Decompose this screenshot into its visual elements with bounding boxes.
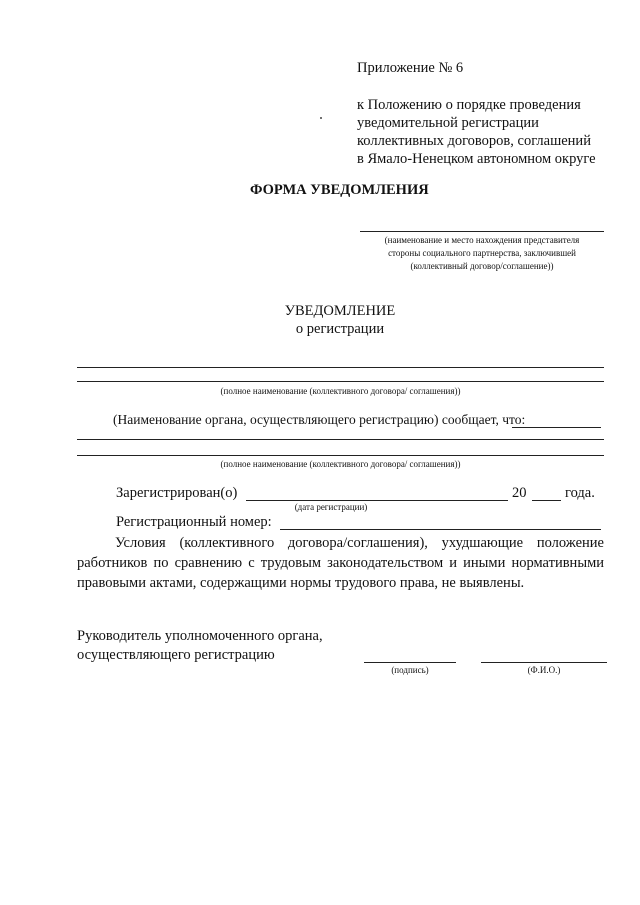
signature-line-1: Руководитель уполномоченного органа, [77,628,323,644]
signature-line-2: осуществляющего регистрацию [77,647,275,663]
notice-title: УВЕДОМЛЕНИЕ [284,303,396,319]
representative-note-line: (наименование и место нахождения представителя [384,235,580,245]
appendix-line: в Ямало-Ненецком автономном округе [357,151,596,167]
registered-label: Зарегистрирован(о) [116,485,238,501]
year-prefix: 20 [512,485,527,501]
number-blank-line [280,529,601,530]
sign-caption: (подпись) [391,665,429,675]
representative-note [356,234,608,273]
notice-subtitle: о регистрации [295,321,385,337]
registration-number-label: Регистрационный номер: [116,514,272,530]
caption-full-name: (полное наименование (коллективного договора/ соглашения)) [220,459,461,469]
representative-line [360,231,604,232]
representative-note-line: (коллективный договор/соглашение)) [410,261,554,271]
appendix-line: коллективных договоров, соглашений [357,133,591,149]
appendix-line: уведомительной регистрации [357,115,539,131]
appendix-lines [357,96,596,168]
representative-note-line: стороны социального партнерства, заключившей [388,248,576,258]
date-caption: (дата регистрации) [294,502,368,512]
blank-line [512,427,601,428]
caption-full-name: (полное наименование (коллективного договора/ соглашения)) [220,386,461,396]
blank-line [77,455,604,456]
sign-blank-line [364,662,456,663]
conditions-paragraph: Условия (коллективного договора/соглашения), ухудшающие положение работников по сравнению с трудовым законодательством и иными нормативными правовыми актами, содержащими нормы трудового права, не выявлены. [77,535,604,591]
name-caption: (Ф.И.О.) [527,665,561,675]
scan-speck [320,117,322,119]
form-title: ФОРМА УВЕДОМЛЕНИЯ [250,182,429,198]
date-blank-line [246,500,508,501]
blank-line [77,367,604,368]
appendix-title: Приложение № 6 [357,60,464,76]
blank-line [77,381,604,382]
year-suffix: года. [565,485,595,501]
appendix-line: к Положению о порядке проведения [357,97,581,113]
name-blank-line [481,662,607,663]
year-blank-line [532,500,561,501]
body-message: (Наименование органа, осуществляющего регистрацию) сообщает, что: [113,412,526,427]
blank-line [77,439,604,440]
